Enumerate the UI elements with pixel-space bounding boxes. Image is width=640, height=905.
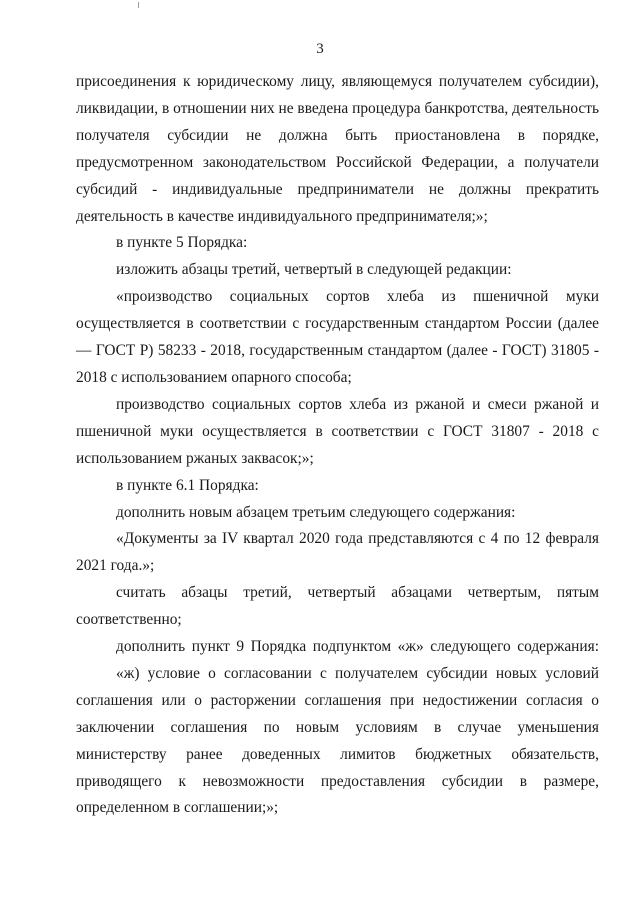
paragraph-subclause-zh: «ж) условие о согласовании с получателем субсидии новых условий соглашения или о расторжении соглашения при недостижении согласия о заключении соглашения по новым условиям в случае уменьшения министерству ранее доведенных лимитов бюджетных обязательств, приводящего к невозможности предоставления субсидии в размере, определенном в соглашении;»;	[76, 664, 599, 817]
paragraph-documents-deadline: «Документы за IV квартал 2020 года представляются с 4 по 12 февраля 2021 года.»;	[76, 530, 599, 575]
paragraph-clause-5-instruction: изложить абзацы третий, четвертый в следующей редакции:	[116, 261, 512, 279]
paragraph-clause-6-1-instruction: дополнить новым абзацем третьим следующего содержания:	[116, 503, 516, 521]
paragraph-rye-bread: производство социальных сортов хлеба из ржаной и смеси ржаной и пшеничной муки осуществляется в соответствии с ГОСТ 31807 - 2018 с использованием ржаных заквасок;»;	[76, 395, 599, 467]
paragraph-wheat-bread: «производство социальных сортов хлеба из пшеничной муки осуществляется в соответствии с государственным стандартом России (далее — ГОСТ Р) 58233 - 2018, государственным стандартом (далее - ГОСТ) 31805 - 2018 с использованием опарного способа;	[76, 288, 599, 386]
paragraph-clause-5-intro: в пункте 5 Порядка:	[116, 234, 248, 252]
paragraph-continuation: присоединения к юридическому лицу, являющемуся получателем субсидии), ликвидации, в отношении них не введена процедура банкротства, деятельность получателя субсидии не должна быть приостановлена в порядке, предусмотренном законодательством Российской Федерации, а получатели субсидий - индивидуальные предприниматели не должны прекратить деятельность в качестве индивидуального предпринимателя;»;	[76, 73, 599, 225]
paragraph-clause-9-intro: дополнить пункт 9 Порядка подпунктом «ж» следующего содержания:	[116, 638, 599, 656]
paragraph-clause-6-1-intro: в пункте 6.1 Порядка:	[116, 476, 259, 494]
page-number: 3	[316, 41, 324, 57]
paragraph-renumbering: считать абзацы третий, четвертый абзацами четвертым, пятым соответственно;	[76, 584, 599, 629]
scan-mark	[138, 2, 139, 8]
document-body	[76, 69, 599, 822]
